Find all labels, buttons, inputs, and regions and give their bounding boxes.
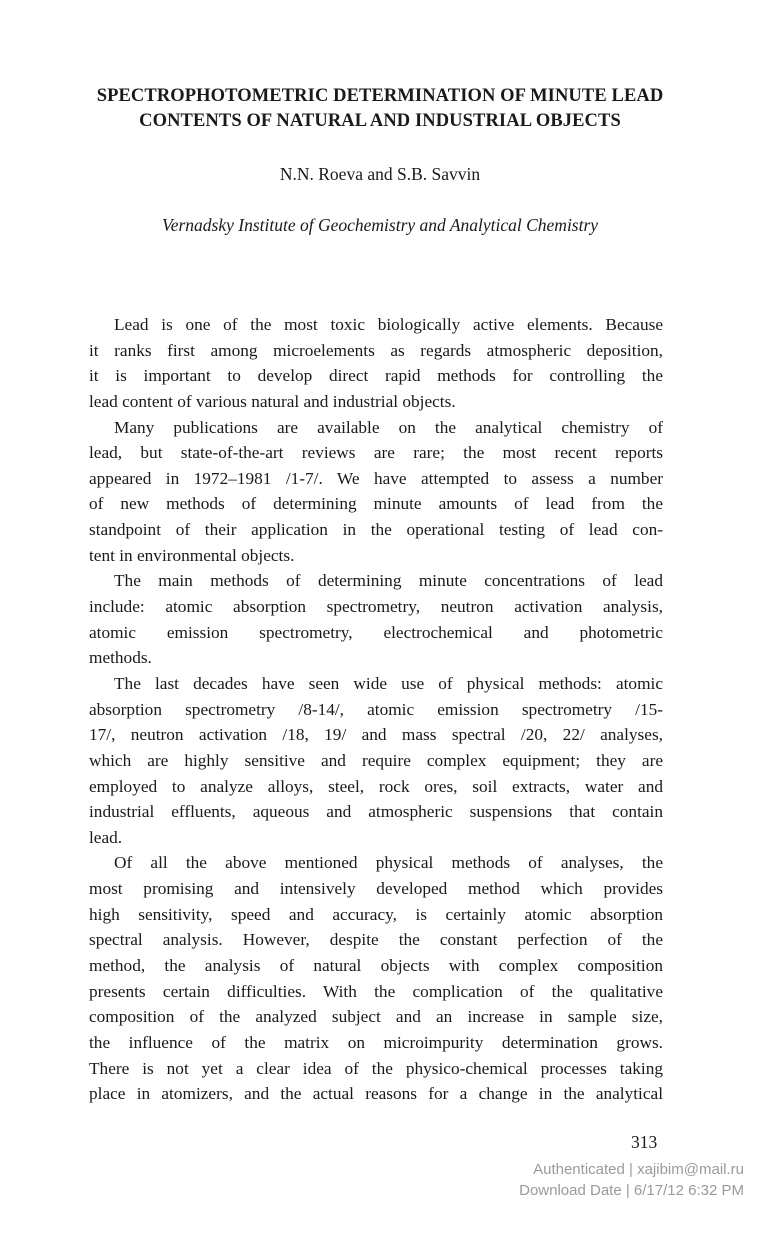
download-watermark [519,1160,744,1201]
text-line: spectral analysis. However, despite the constant perfection of the [89,930,663,950]
text-line: 17/, neutron activation /18, 19/ and mass spectral /20, 22/ analyses, [89,725,663,745]
text-line: The main methods of determining minute concentrations of lead [114,571,663,591]
text-line: composition of the analyzed subject and an increase in sample size, [89,1007,663,1027]
text-line: Many publications are available on the analytical chemistry of [114,417,663,437]
paper-title [60,84,700,134]
text-line: place in atomizers, and the actual reasons for a change in the analytical [89,1084,663,1104]
page-number: 313 [631,1132,658,1152]
authors: N.N. Roeva and S.B. Savvin [279,164,481,184]
title-line: SPECTROPHOTOMETRIC DETERMINATION OF MINUTE LEAD [96,86,664,106]
text-line: it ranks first among microelements as regards atmospheric deposition, [89,340,663,360]
text-line: The last decades have seen wide use of physical methods: atomic [114,673,663,693]
text-line: lead, but state-of-the-art reviews are rare; the most recent reports [89,443,663,463]
text-line: most promising and intensively developed method which provides [89,879,663,899]
body-text [89,312,663,1107]
text-line: absorption spectrometry /8-14/, atomic emission spectrometry /15- [89,699,663,719]
text-line: appeared in 1972–1981 /1-7/. We have attempted to assess a number [89,468,663,488]
affiliation: Vernadsky Institute of Geochemistry and Analytical Chemistry [161,215,599,235]
text-line: it is important to develop direct rapid methods for controlling the [89,366,663,386]
text-line: lead content of various natural and industrial objects. [89,391,456,411]
text-line: Lead is one of the most toxic biologically active elements. Because [114,315,663,334]
text-line: methods. [89,648,152,668]
text-line: employed to analyze alloys, steel, rock ores, soil extracts, water and [89,776,663,796]
text-line: presents certain difficulties. With the complication of the qualitative [89,981,663,1001]
watermark-line-date: Download Date | 6/17/12 6:32 PM [519,1181,744,1199]
text-line: tent in environmental objects. [89,545,295,565]
text-line: There is not yet a clear idea of the physico-chemical processes taking [89,1058,663,1078]
text-line: of new methods of determining minute amounts of lead from the [89,494,663,514]
title-line: CONTENTS OF NATURAL AND INDUSTRIAL OBJECTS [139,111,621,131]
text-line: method, the analysis of natural objects with complex composition [89,956,663,976]
text-line: atomic emission spectrometry, electrochemical and photometric [89,622,663,642]
text-line: high sensitivity, speed and accuracy, is certainly atomic absorption [89,904,663,924]
text-line: Of all the above mentioned physical methods of analyses, the [114,853,663,873]
text-line: the influence of the matrix on microimpurity determination grows. [89,1032,663,1052]
text-line: standpoint of their application in the operational testing of lead con- [89,520,663,540]
watermark-line-auth: Authenticated | xajibim@mail.ru [533,1161,744,1178]
text-line: which are highly sensitive and require complex equipment; they are [89,750,663,770]
text-line: industrial effluents, aqueous and atmospheric suspensions that contain [89,802,663,822]
text-line: include: atomic absorption spectrometry, neutron activation analysis, [89,597,663,617]
text-line: lead. [89,827,123,847]
